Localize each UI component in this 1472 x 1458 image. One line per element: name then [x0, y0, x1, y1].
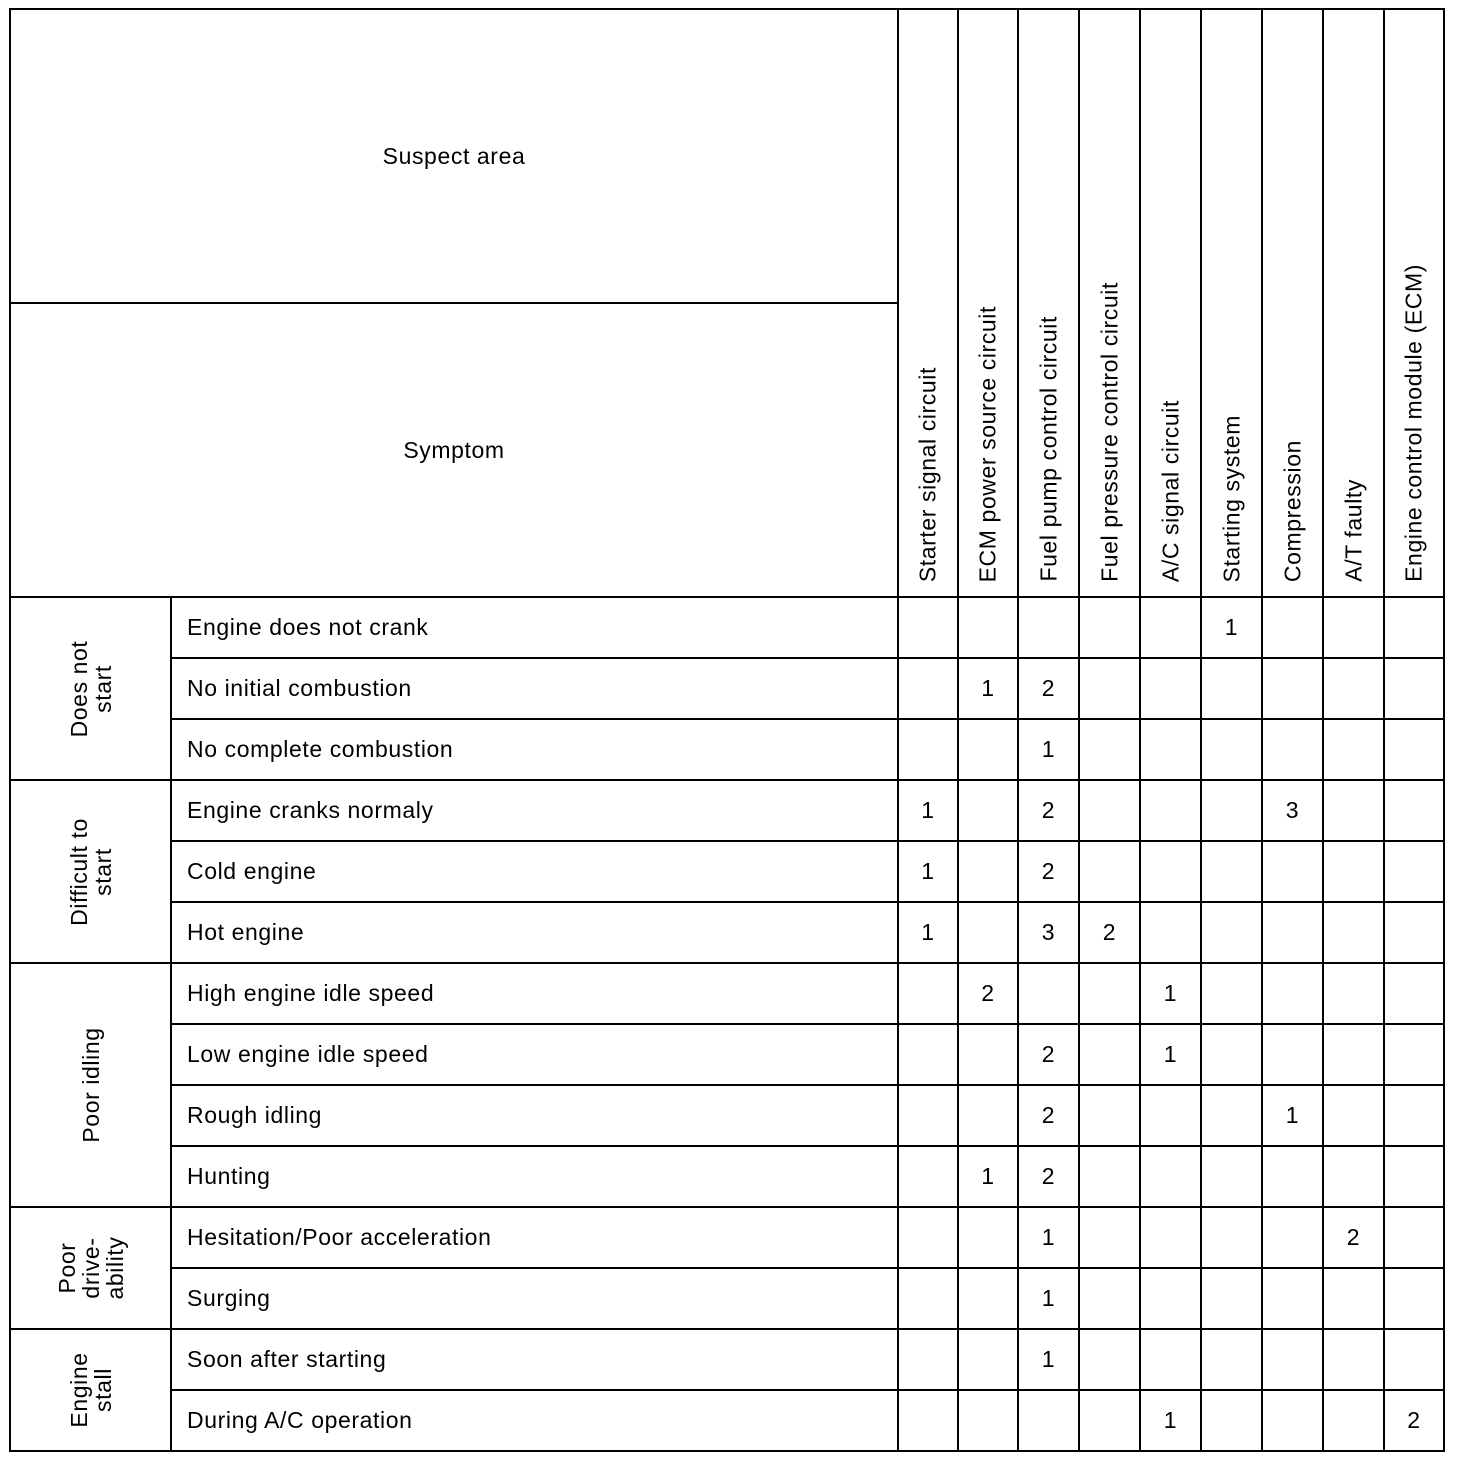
- priority-cell: 1: [898, 841, 958, 902]
- priority-cell: 2: [1018, 841, 1079, 902]
- priority-cell: 1: [958, 658, 1018, 719]
- column-header-ecm-power-source: [958, 9, 1018, 597]
- priority-cell: 1: [1018, 719, 1079, 780]
- priority-cell: [1384, 1207, 1444, 1268]
- symptom-row: [10, 1329, 1444, 1390]
- priority-cell: [958, 841, 1018, 902]
- symptom-label: No initial combustion: [171, 658, 898, 719]
- priority-cell: 3: [1262, 780, 1323, 841]
- priority-cell: [898, 1329, 958, 1390]
- priority-cell: 2: [1079, 902, 1140, 963]
- priority-cell: 2: [1384, 1390, 1444, 1451]
- priority-cell: [898, 1207, 958, 1268]
- priority-cell: [1384, 597, 1444, 658]
- priority-cell: [1201, 1146, 1262, 1207]
- priority-cell: [1384, 902, 1444, 963]
- symptom-group-label: [67, 1352, 115, 1427]
- symptom-label: During A/C operation: [171, 1390, 898, 1451]
- priority-cell: [1384, 841, 1444, 902]
- priority-cell: 1: [1262, 1085, 1323, 1146]
- symptom-group-cell: [10, 1329, 171, 1451]
- priority-cell: [1323, 719, 1384, 780]
- symptom-label: Hot engine: [171, 902, 898, 963]
- symptom-group-label-line: start: [89, 664, 116, 713]
- priority-cell: [1079, 1146, 1140, 1207]
- priority-cell: [1262, 1390, 1323, 1451]
- symptom-group-label-line: Poor idling: [77, 1027, 104, 1143]
- priority-cell: [898, 1146, 958, 1207]
- priority-cell: [1079, 963, 1140, 1024]
- column-header-fuel-pump-control: [1018, 9, 1079, 597]
- symptom-label: Surging: [171, 1268, 898, 1329]
- priority-cell: [1079, 780, 1140, 841]
- symptom-label: High engine idle speed: [171, 963, 898, 1024]
- symptom-label: Cold engine: [171, 841, 898, 902]
- priority-cell: 1: [1018, 1329, 1079, 1390]
- priority-cell: [1384, 780, 1444, 841]
- priority-cell: [1140, 780, 1201, 841]
- priority-cell: [1079, 597, 1140, 658]
- column-header-label: Engine control module (ECM): [1400, 264, 1427, 582]
- symptom-group-label-line: drive-: [77, 1237, 104, 1299]
- priority-cell: [958, 1024, 1018, 1085]
- priority-cell: [958, 1390, 1018, 1451]
- symptom-group-cell: [10, 963, 171, 1207]
- priority-cell: 2: [958, 963, 1018, 1024]
- symptom-row: [10, 1024, 1444, 1085]
- priority-cell: 1: [1018, 1268, 1079, 1329]
- symptom-row: [10, 841, 1444, 902]
- priority-cell: [1384, 1024, 1444, 1085]
- priority-cell: [1140, 1329, 1201, 1390]
- priority-cell: [1201, 658, 1262, 719]
- priority-cell: [1384, 1146, 1444, 1207]
- priority-cell: [1079, 658, 1140, 719]
- symptom-label: Hunting: [171, 1146, 898, 1207]
- column-header-ac-signal: [1140, 9, 1201, 597]
- column-header-starter-signal: [898, 9, 958, 597]
- priority-cell: [1384, 963, 1444, 1024]
- priority-cell: [958, 780, 1018, 841]
- symptom-group-label: [79, 1027, 103, 1142]
- symptom-group-label-line: start: [89, 847, 116, 896]
- priority-cell: [958, 719, 1018, 780]
- priority-cell: [958, 902, 1018, 963]
- priority-cell: [1323, 1146, 1384, 1207]
- priority-cell: [1323, 597, 1384, 658]
- priority-cell: [1201, 1207, 1262, 1268]
- priority-cell: [898, 1024, 958, 1085]
- priority-cell: [1262, 1207, 1323, 1268]
- column-header-label: Starter signal circuit: [914, 366, 941, 582]
- symptom-label: Soon after starting: [171, 1329, 898, 1390]
- symptom-row: [10, 597, 1444, 658]
- symptom-row: [10, 902, 1444, 963]
- column-header-label: Starting system: [1218, 414, 1244, 582]
- priority-cell: [1323, 1024, 1384, 1085]
- priority-cell: [1140, 1146, 1201, 1207]
- troubleshooting-matrix: [9, 8, 1445, 1452]
- priority-cell: [1201, 902, 1262, 963]
- priority-cell: [898, 658, 958, 719]
- symptom-group-label-line: Does not: [65, 640, 92, 737]
- priority-cell: [898, 597, 958, 658]
- priority-cell: [1323, 1085, 1384, 1146]
- priority-cell: [1140, 719, 1201, 780]
- priority-cell: [1201, 1085, 1262, 1146]
- priority-cell: [898, 1268, 958, 1329]
- priority-cell: [958, 1085, 1018, 1146]
- priority-cell: [1201, 780, 1262, 841]
- priority-cell: [1201, 719, 1262, 780]
- priority-cell: [898, 1390, 958, 1451]
- priority-cell: [1323, 902, 1384, 963]
- symptom-row: [10, 1390, 1444, 1451]
- symptom-row: [10, 1085, 1444, 1146]
- priority-cell: 1: [1201, 597, 1262, 658]
- priority-cell: [1262, 963, 1323, 1024]
- symptom-row: [10, 780, 1444, 841]
- symptom-label: No complete combustion: [171, 719, 898, 780]
- priority-cell: [1201, 1390, 1262, 1451]
- column-header-at-faulty: [1323, 9, 1384, 597]
- priority-cell: [1018, 1390, 1079, 1451]
- priority-cell: 2: [1018, 1146, 1079, 1207]
- priority-cell: [1140, 658, 1201, 719]
- symptom-header: Symptom: [10, 303, 898, 597]
- column-header-label: A/C signal circuit: [1157, 399, 1183, 582]
- column-header-ecm: [1384, 9, 1444, 597]
- symptom-group-label-line: Poor: [53, 1242, 80, 1294]
- priority-cell: 2: [1018, 658, 1079, 719]
- priority-cell: [898, 963, 958, 1024]
- priority-cell: [1262, 1024, 1323, 1085]
- priority-cell: [958, 1329, 1018, 1390]
- priority-cell: [1018, 963, 1079, 1024]
- priority-cell: [1018, 597, 1079, 658]
- column-header-label: Fuel pump control circuit: [1035, 316, 1061, 582]
- priority-cell: 1: [1140, 963, 1201, 1024]
- priority-cell: [1079, 1329, 1140, 1390]
- priority-cell: [1323, 1329, 1384, 1390]
- column-header-label: Compression: [1279, 439, 1305, 582]
- column-header-label: Fuel pressure control circuit: [1096, 282, 1122, 582]
- priority-cell: [1323, 658, 1384, 719]
- symptom-group-label-line: ability: [101, 1236, 128, 1300]
- symptom-group-label-line: Difficult to: [65, 817, 92, 926]
- priority-cell: 1: [958, 1146, 1018, 1207]
- priority-cell: [898, 719, 958, 780]
- priority-cell: 1: [1018, 1207, 1079, 1268]
- priority-cell: [958, 597, 1018, 658]
- symptom-group-label: [55, 1236, 127, 1299]
- symptom-label: Hesitation/Poor acceleration: [171, 1207, 898, 1268]
- symptom-group-label-line: Engine: [65, 1352, 92, 1428]
- symptom-group-label: [67, 818, 115, 926]
- priority-cell: [1079, 1024, 1140, 1085]
- symptom-group-cell: [10, 780, 171, 963]
- priority-cell: 1: [1140, 1024, 1201, 1085]
- symptom-group-cell: [10, 1207, 171, 1329]
- priority-cell: [1079, 1390, 1140, 1451]
- priority-cell: [1079, 1085, 1140, 1146]
- priority-cell: [1323, 963, 1384, 1024]
- priority-cell: [1262, 658, 1323, 719]
- symptom-group-label-line: stall: [89, 1368, 116, 1412]
- priority-cell: [1262, 1146, 1323, 1207]
- priority-cell: [1384, 1329, 1444, 1390]
- priority-cell: [1201, 1024, 1262, 1085]
- priority-cell: [1201, 1329, 1262, 1390]
- symptom-label: Engine does not crank: [171, 597, 898, 658]
- symptom-row: [10, 658, 1444, 719]
- symptom-row: [10, 1207, 1444, 1268]
- priority-cell: 1: [898, 902, 958, 963]
- priority-cell: 2: [1323, 1207, 1384, 1268]
- suspect-area-header: Suspect area: [10, 9, 898, 303]
- priority-cell: [958, 1207, 1018, 1268]
- symptom-row: [10, 963, 1444, 1024]
- priority-cell: [1262, 1268, 1323, 1329]
- symptom-label: Engine cranks normaly: [171, 780, 898, 841]
- priority-cell: [1262, 1329, 1323, 1390]
- priority-cell: [1384, 658, 1444, 719]
- column-header-compression: [1262, 9, 1323, 597]
- symptom-group-cell: [10, 597, 171, 780]
- priority-cell: [1262, 597, 1323, 658]
- column-header-label: ECM power source circuit: [974, 305, 1001, 582]
- priority-cell: [958, 1268, 1018, 1329]
- priority-cell: [1079, 841, 1140, 902]
- symptom-row: [10, 719, 1444, 780]
- priority-cell: [1384, 719, 1444, 780]
- priority-cell: [1201, 841, 1262, 902]
- priority-cell: [1140, 902, 1201, 963]
- priority-cell: [1384, 1085, 1444, 1146]
- priority-cell: [1201, 1268, 1262, 1329]
- priority-cell: [1201, 963, 1262, 1024]
- priority-cell: 3: [1018, 902, 1079, 963]
- priority-cell: [1140, 1207, 1201, 1268]
- priority-cell: [1262, 841, 1323, 902]
- symptom-row: [10, 1268, 1444, 1329]
- priority-cell: [1323, 1390, 1384, 1451]
- symptom-group-label: [67, 640, 115, 737]
- priority-cell: [1140, 1268, 1201, 1329]
- priority-cell: 2: [1018, 1085, 1079, 1146]
- priority-cell: [1079, 1207, 1140, 1268]
- priority-cell: [1079, 1268, 1140, 1329]
- priority-cell: 2: [1018, 1024, 1079, 1085]
- priority-cell: [1384, 1268, 1444, 1329]
- column-header-label: A/T faulty: [1340, 479, 1366, 582]
- symptom-label: Low engine idle speed: [171, 1024, 898, 1085]
- column-header-fuel-pressure-control: [1079, 9, 1140, 597]
- priority-cell: [1323, 1268, 1384, 1329]
- priority-cell: 1: [1140, 1390, 1201, 1451]
- priority-cell: [1079, 719, 1140, 780]
- priority-cell: [1140, 1085, 1201, 1146]
- priority-cell: [1262, 902, 1323, 963]
- symptom-row: [10, 1146, 1444, 1207]
- priority-cell: [1323, 780, 1384, 841]
- symptom-label: Rough idling: [171, 1085, 898, 1146]
- column-header-starting-system: [1201, 9, 1262, 597]
- priority-cell: 2: [1018, 780, 1079, 841]
- priority-cell: [1323, 841, 1384, 902]
- priority-cell: 1: [898, 780, 958, 841]
- priority-cell: [1140, 841, 1201, 902]
- priority-cell: [1140, 597, 1201, 658]
- priority-cell: [1262, 719, 1323, 780]
- priority-cell: [898, 1085, 958, 1146]
